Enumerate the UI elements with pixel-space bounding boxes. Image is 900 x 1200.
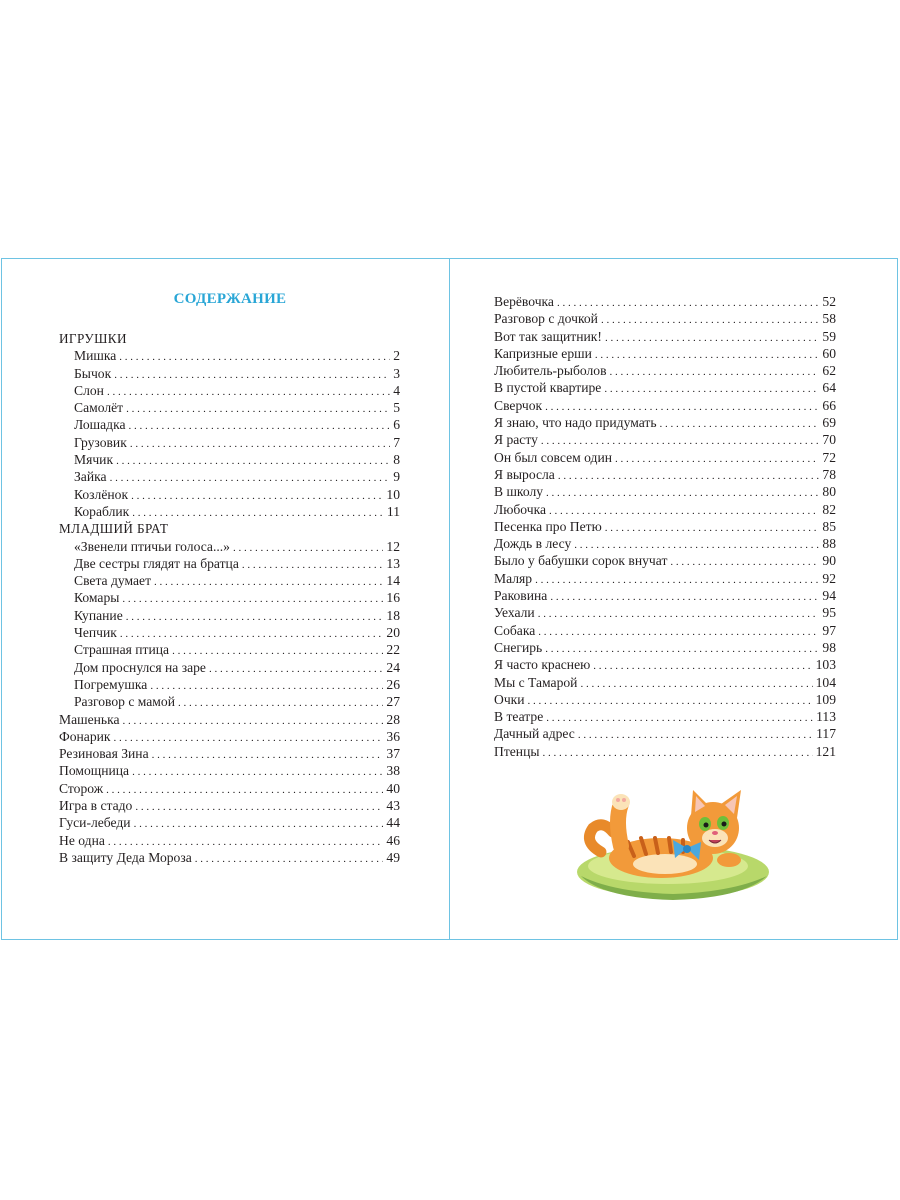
toc-entry-title: Раковина [494,588,548,604]
toc-entry [59,832,400,849]
toc-entry [494,622,836,639]
dot-leader [233,540,383,557]
dot-leader [114,367,390,384]
toc-entry-title: Грузовик [74,434,127,450]
toc-entry-title: Самолёт [74,400,124,416]
toc-entry-title: Разговор с мамой [74,694,175,710]
toc-entry [59,780,400,797]
toc-entry-title: Дачный адрес [494,726,575,742]
toc-entry-title: Две сестры глядят на братца [74,555,239,571]
toc-entry-title: Помощница [59,763,130,779]
toc-page-number: 26 [386,676,400,692]
toc-page-number: 14 [386,573,400,589]
toc-entry-title: Слон [74,382,104,398]
toc-page-number: 20 [386,625,400,641]
toc-entry-title: Песенка про Петю [494,518,602,534]
kitten-left-pupil [704,823,709,828]
toc-entry-title: Козлёнок [74,486,129,502]
toc-page-number: 95 [822,605,836,621]
toc-entry [494,466,836,483]
toc-entry-title: Дом проснулся на заре [74,659,206,675]
dot-leader [538,606,820,623]
toc-page-number: 80 [822,484,836,500]
toc-entry [59,382,400,399]
toc-entry [494,639,836,656]
toc-entry-title: Вот так защитник! [494,328,602,344]
toc-entry [59,607,400,624]
toc-page-number: 85 [822,518,836,534]
toc-page-number: 13 [386,555,400,571]
toc-entry [494,449,836,466]
dot-leader [110,470,391,487]
toc-entry-title: Страшная птица [74,642,170,658]
toc-entry-title: Птенцы [494,743,540,759]
dot-leader [593,658,812,675]
dot-leader [528,693,813,710]
toc-page-number: 113 [816,709,836,725]
toc-entry [59,365,400,382]
dot-leader [610,364,820,381]
toc-page-number: 104 [815,674,836,690]
toc-entry-title: Мы с Тамарой [494,674,578,690]
toc-entry-title: Лошадка [74,417,126,433]
toc-entry [59,728,400,745]
toc-page-number: 82 [822,501,836,517]
toc-entry [59,641,400,658]
dot-leader [535,572,819,589]
toc-page-number: 27 [386,694,400,710]
toc-entry-title: Я выросла [494,466,555,482]
toc-entry-title: В защиту Деда Мороза [59,849,192,865]
toc-entry-title: Разговор с дочкой [494,311,598,327]
toc-entry-title: Света думает [74,573,152,589]
toc-page-number: 3 [393,365,400,381]
toc-entry [494,535,836,552]
toc-entry [494,328,836,345]
dot-leader [178,695,383,712]
toc-entry [494,552,836,569]
toc-entry [494,725,836,742]
toc-entry-title: Любитель-рыболов [494,363,607,379]
toc-entry-title: Было у бабушки сорок внучат [494,553,668,569]
dot-leader [107,384,390,401]
dot-leader [131,488,383,505]
toc-entry-title: Погремушка [74,676,148,692]
toc-page-number: 103 [815,657,836,673]
toc-entry [494,431,836,448]
toc-entry-title: Дождь в лесу [494,536,572,552]
dot-leader [605,520,820,537]
dot-leader [126,401,390,418]
dot-leader [670,554,819,571]
toc-entry [494,501,836,518]
dot-leader [123,713,384,730]
toc-section-heading [59,330,400,347]
dot-leader [126,609,384,626]
toc-page-number: 22 [386,642,400,658]
toc-entry-title: Очки [494,691,525,707]
toc-page-number: 90 [822,553,836,569]
toc-entry [494,345,836,362]
toc-page-number: 7 [393,434,400,450]
toc-entry [59,762,400,779]
toc-entry-title: Я расту [494,432,538,448]
toc-page-number: 8 [393,452,400,468]
kitten-paw-toe-2 [622,798,626,802]
toc-entry [59,814,400,831]
toc-page-number: 44 [386,815,400,831]
toc-entry-title: Чепчик [74,625,117,641]
dot-leader [152,747,384,764]
toc-entry [494,674,836,691]
toc-entry-title: Гуси-лебеди [59,815,131,831]
toc-entry [59,347,400,364]
toc-entry [494,570,836,587]
toc-entry [494,414,836,431]
kitten-tail [589,825,613,852]
toc-entry-title: Я знаю, что надо придумать [494,415,657,431]
dot-leader [135,799,383,816]
toc-entry-title: Бычок [74,365,112,381]
dot-leader [119,349,390,366]
toc-page-number: 59 [822,328,836,344]
toc-page-number: 117 [816,726,836,742]
toc-entry [59,693,400,710]
toc-entry-title: Резиновая Зина [59,746,149,762]
toc-page-number: 18 [386,607,400,623]
toc-entry-title: Сверчок [494,397,543,413]
toc-page-number: 4 [393,382,400,398]
toc-entry [59,468,400,485]
toc-entry [59,538,400,555]
dot-leader [550,589,819,606]
toc-page-number: 62 [822,363,836,379]
toc-entry-title: Машенька [59,711,120,727]
toc-entry [494,743,836,760]
toc-left-column [59,330,400,866]
toc-page-number: 92 [822,570,836,586]
toc-entry-title: Кораблик [74,503,130,519]
toc-entry [494,518,836,535]
dot-leader [546,485,819,502]
toc-page-number: 97 [822,622,836,638]
toc-page-number: 43 [386,798,400,814]
toc-entry-title: Купание [74,607,123,623]
dot-leader [601,312,819,329]
dot-leader [542,745,812,762]
toc-page-number: 49 [386,849,400,865]
dot-leader [132,764,383,781]
toc-entry-title: Комары [74,590,120,606]
toc-entry [59,797,400,814]
toc-entry [59,849,400,866]
toc-entry-title: В школу [494,484,544,500]
dot-leader [580,676,812,693]
toc-page-number: 12 [386,538,400,554]
toc-entry [494,604,836,621]
toc-entry [59,589,400,606]
kitten-belly [633,854,697,874]
toc-page-number: 72 [822,449,836,465]
toc-page-number: 69 [822,415,836,431]
dot-leader [578,727,813,744]
toc-entry [59,416,400,433]
toc-section-heading [59,520,400,537]
dot-leader [114,730,384,747]
toc-entry [59,434,400,451]
dot-leader [132,505,384,522]
toc-entry-title: МЛАДШИЙ БРАТ [59,521,169,537]
toc-entry [494,656,836,673]
toc-page-number: 46 [386,832,400,848]
dot-leader [209,661,383,678]
toc-page-number: 52 [822,294,836,309]
kitten-nose [712,831,718,835]
toc-entry [59,503,400,520]
dot-leader [604,381,819,398]
dot-leader [558,468,820,485]
dot-leader [106,782,383,799]
page-gutter [449,258,450,940]
toc-entry-title: В театре [494,709,544,725]
kitten-paw-toe [616,798,620,802]
toc-page-number: 64 [822,380,836,396]
toc-entry-title: ИГРУШКИ [59,331,127,346]
toc-page-number: 16 [386,590,400,606]
dot-leader [150,678,383,695]
dot-leader [116,453,390,470]
toc-page-number: 40 [386,780,400,796]
toc-page-number: 94 [822,588,836,604]
toc-entry [59,711,400,728]
toc-page-number: 36 [386,728,400,744]
toc-entry-title: Уехали [494,605,535,621]
toc-page-number: 37 [386,746,400,762]
toc-entry-title: В пустой квартире [494,380,602,396]
dot-leader [615,451,819,468]
toc-entry [59,486,400,503]
toc-entry-title: Не одна [59,832,105,848]
toc-page-number: 38 [386,763,400,779]
toc-page-number: 10 [386,486,400,502]
kitten-bow-knot [683,845,691,853]
dot-leader [595,347,820,364]
toc-entry [59,676,400,693]
toc-page-number: 98 [822,639,836,655]
toc-page-number: 28 [386,711,400,727]
toc-page-number: 2 [393,348,400,364]
toc-entry-title: Он был совсем один [494,449,612,465]
toc-entry [494,293,836,310]
dot-leader [195,851,384,868]
page-title: СОДЕРЖАНИЕ [173,291,287,307]
toc-entry [494,483,836,500]
toc-entry [59,659,400,676]
toc-entry-title: Верёвочка [494,294,554,309]
toc-entry-title: Капризные ерши [494,345,592,361]
toc-entry [59,572,400,589]
toc-entry-title: Любочка [494,501,547,517]
toc-entry-title: Зайка [74,469,107,485]
toc-entry [494,691,836,708]
toc-entry-title: Мячик [74,452,114,468]
toc-entry-title: Маляр [494,570,533,586]
toc-page-number: 11 [386,503,400,519]
toc-entry-title: Снегирь [494,639,543,655]
dot-leader [134,816,384,833]
toc-entry-title: Игра в стадо [59,798,133,814]
dot-leader [242,557,384,574]
toc-entry-title: Собака [494,622,536,638]
kitten-right-pupil [722,822,727,827]
kitten-raised-leg [618,804,621,846]
toc-page-number: 58 [822,311,836,327]
toc-entry [59,451,400,468]
toc-page-number: 66 [822,397,836,413]
dot-leader [130,436,390,453]
toc-entry [59,745,400,762]
dot-leader [546,710,813,727]
kitten-paw-pad [612,794,630,810]
toc-entry [59,399,400,416]
dot-leader [538,624,819,641]
toc-entry [494,587,836,604]
toc-entry [59,624,400,641]
toc-entry [494,362,836,379]
dot-leader [660,416,820,433]
toc-page-number: 24 [386,659,400,675]
toc-page-number: 60 [822,345,836,361]
kitten-illustration [573,780,773,905]
toc-entry [494,397,836,414]
toc-page-number: 121 [815,743,836,759]
toc-entry [494,708,836,725]
toc-entry [494,310,836,327]
toc-entry-title: «Звенели птичьи голоса...» [74,538,230,554]
toc-entry-title: Фонарик [59,728,111,744]
dot-leader [154,574,383,591]
toc-page-number: 9 [393,469,400,485]
toc-page-number: 109 [815,691,836,707]
toc-page-number: 5 [393,400,400,416]
dot-leader [605,330,819,347]
dot-leader [129,418,391,435]
toc-page-number: 70 [822,432,836,448]
toc-entry-title: Я часто краснею [494,657,591,673]
toc-page-number: 88 [822,536,836,552]
kitten-front-paw [717,853,741,867]
toc-entry-title: Мишка [74,348,117,364]
toc-entry [494,379,836,396]
toc-right-column [494,293,836,760]
toc-page-number: 78 [822,466,836,482]
toc-entry [59,555,400,572]
toc-entry-title: Сторож [59,780,104,796]
toc-page-number: 6 [393,417,400,433]
dot-leader [122,591,383,608]
